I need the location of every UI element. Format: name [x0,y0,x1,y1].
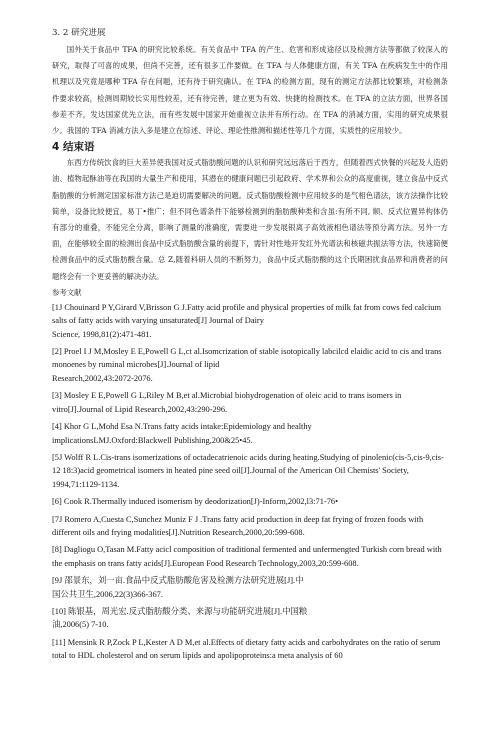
reference-item: [2] Proel I J M,Mosley E E,Powell G L,ct al.Isomcrization of stable isotopically labcilcd elaidic acid to cis and trans monoenes by ruminal microbes[J].Journal of lipid Research,2002,43:2072-2076. [52,347,442,383]
reference-item: [10] 陈银基，周光宏.反式脂肪酸分类、来源与功能研究进展[J].中国粮 油,2006(5) 7-10. [52,606,308,630]
reference-item: [1J Chouinard P Y,Girard V,Brisson G J.Fatty acid profile and physical properties of milk fat from cows fed calcium salts of fatty acids with varying unsaturated[J] Journal of Dairy Science, 1998,81(2):471-481. [52,302,441,339]
research-progress-paragraph: 国外关于食品中 TFA 的研究比较系统。有关食品中 TFA 的产生、危害和形成途径以及检测方法等都做了较深入的研究，取得了可喜的成果，但尚不完善，还有很多工作要做。在 TFA 与人体健康方面，有关 TFA 在疾病发生中的作用机理以及究竟是哪种 TFA 存在问题，还有待于研究确认。在 TFA 的检测方面，现有的测定方法都比较繁琐，对检测条件要求较高，检测周期较长实用性较差，还有待完善，建立更为有效、快捷的检测技术。在 TFA 的立法方面，世界各国参差不齐，发达国家优先立法，而有些发展中国家开始重视立法并有所行动。在 TFA 的消减方面，实用的研究成果很少。我国的 TFA 消减方法入多是建立在综述、评论、理论性推测和描述性等几个方面，实质性的应用较少。 [52,45,448,136]
reference-item: [7J Romero A,Cuesta C,Sunchez Muniz F J .Trans fatty acid production in deep fat frying of frozen foods with different oils and frying modalities[J].Nutrition Research,2000,20:599-608. [52,514,424,537]
reference-item: [3] Mosley E E,Powell G L,Riley M B,et al.Microbial biohydrogenation of oleic acid to trans isomers in vitro[J].Journal of Lipid Research,2002,43:290-296. [52,391,402,414]
conclusion-paragraph: 东西方传统饮食的巨大差异使我国对反式脂肪酸问题的认识和研究远远落后于西方，但随着西式快餐的兴起及人造奶油、植物起酥油等在我国的大量生产和使用，其潜在的健康问题已引起政府、学术界和公众的高度重视，建立食品中反式脂肪酸的分析测定国家标准方法己是迫切需要解决的问题。反式脂肪酸检测中应用较多的是气相色谱法，该方法操作比较简单，设备比较便宜，易丁•推广；但不同色谱条件下能够检测到的脂肪酸种类和含虽:有所不同, 顺、反式位置异构体仍有部分的重叠，不能完全分离，影响了测量的准确度，需要进一步发展银离子高效液相色谱法等预分离方法。另外一方面，在能够较全面的检测出食品中反式脂肪酸含量的前提下，需针对性地开发红外光谱法和核磁共振法等方法，快速简便检测食品中的反式脂肪酸含量。总 Z,随着科研人员的不断努力，食品中反式脂肪酸的这个氏期困扰食品界和消费者的问题终会有一个更妥善的解决办法。 [52,158,448,281]
reference-item: [8] Dagliogu O,Tasan M.Fatty acicl composition of traditional fermented and unfermengted Turkish corn bread with the emphasis on trans fatty acids[J].European Food Research Technology,2003,20:599-608. [52,545,442,568]
subsection-heading: 3. 2 研究进展 [52,28,106,38]
reference-item: [9J 邵景东，刘一亩.食品中反式脂肪酸危害及检测方法研究进展[J].中 国公共卫生,2006,22(3)366-367. [52,576,304,599]
references-heading: 参考文献 [52,287,82,297]
reference-item: [11] Mensink R P,Zock P L,Kester A D M,et al.Effects of dietary fatty acids and carbohydrates on the ratio of serum total to HDL cholesterol and on serum lipids and apolipoproteins:a meta analysis of 60 [52,637,441,661]
section-heading: 4 结束语 [52,141,95,154]
reference-item: [4] Khor G L,Mohd Esa N.Trans fatty acids intake:Epidemiology and healthy implicationsLMJ.Oxford:Blackwell Publishing,200&25•45. [52,422,312,445]
reference-item: [6] Cook R.Thermally induced isomerism by deodorization[J)-Inform,2002,l3:71-76• [52,497,338,507]
reference-list [52,301,448,663]
reference-item: [5J Wolff R L.Cis-trans isomerizations of octadecatrienoic acids during heating.Studying of pinolenic(cis-5,cis-9,cis-12 18:3)acid geometrical isomers in heated pine seed oil[J].Journal of the American Oil Chemists' Society, 1994,71:1129-1134. [52,452,444,489]
